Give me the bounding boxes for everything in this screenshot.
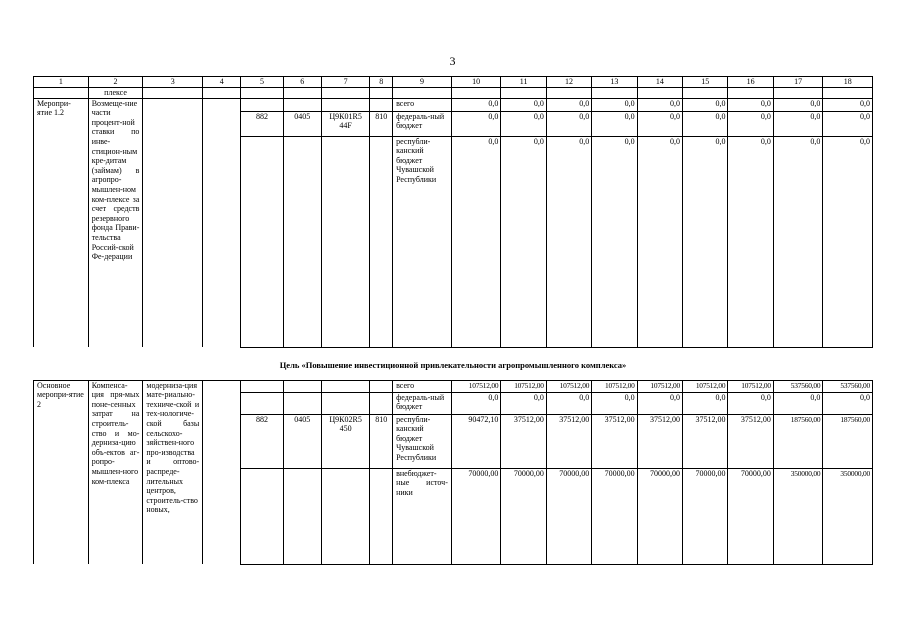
rz-code (283, 380, 321, 392)
amount-cell: 0,0 (728, 111, 773, 136)
amount-cell: 107512,00 (451, 380, 501, 392)
budget-table (33, 76, 873, 565)
rz-code (283, 392, 321, 414)
csr-code (321, 392, 370, 414)
amount-cell: 90472,10 (451, 414, 501, 468)
om2-description-2: модерниза-ция мате-риально-техниче-ской и тех-нологиче-ской базы сельскохо-зяйствен-ного про-изводства и оптово-распреде-лительных центров, строитель-ство новых, (143, 380, 203, 564)
amount-cell: 0,0 (451, 98, 501, 111)
amount-cell: 37512,00 (637, 414, 682, 468)
amount-cell: 0,0 (637, 98, 682, 111)
amount-cell: 70000,00 (501, 468, 546, 564)
amount-cell: 37512,00 (501, 414, 546, 468)
header-cell: 9 (393, 77, 452, 88)
continuation-row (34, 88, 873, 99)
amount-cell: 0,0 (451, 392, 501, 414)
rz-code: 0405 (283, 111, 321, 136)
om2-col4 (203, 380, 241, 564)
header-cell: 6 (283, 77, 321, 88)
rz-code (283, 468, 321, 564)
funding-source: федераль-ный бюджет (393, 392, 452, 414)
amount-cell: 107512,00 (683, 380, 728, 392)
amount-cell: 70000,00 (451, 468, 501, 564)
continuation-text: плексе (88, 88, 143, 99)
amount-cell: 0,0 (728, 392, 773, 414)
vr-code: 810 (370, 111, 393, 136)
header-cell: 11 (501, 77, 546, 88)
grbs-code (241, 392, 283, 414)
rz-code (283, 98, 321, 111)
amount-cell: 0,0 (501, 136, 546, 347)
goal-row (34, 352, 873, 381)
vr-code (370, 380, 393, 392)
goal-title: Цель «Повышение инвестиционной привлекательности агропромышленного комплекса» (279, 359, 627, 370)
header-cell: 8 (370, 77, 393, 88)
grbs-code: 882 (241, 414, 283, 468)
page-number: 3 (449, 54, 456, 68)
amount-cell: 70000,00 (728, 468, 773, 564)
amount-cell: 107512,00 (501, 380, 546, 392)
amount-cell: 0,0 (683, 392, 728, 414)
amount-cell: 0,0 (823, 392, 873, 414)
funding-source: республи-канский бюджет Чувашской Республики (393, 414, 452, 468)
vr-code (370, 392, 393, 414)
amount-cell: 70000,00 (546, 468, 591, 564)
header-cell: 15 (683, 77, 728, 88)
funding-source: федераль-ный бюджет (393, 111, 452, 136)
header-cell: 3 (143, 77, 203, 88)
amount-cell: 350000,00 (823, 468, 873, 564)
amount-cell: 37512,00 (683, 414, 728, 468)
header-cell: 7 (321, 77, 370, 88)
amount-cell: 0,0 (823, 136, 873, 347)
amount-cell: 37512,00 (546, 414, 591, 468)
funding-source: всего (393, 380, 452, 392)
amount-cell: 0,0 (501, 111, 546, 136)
amount-cell: 0,0 (683, 98, 728, 111)
funding-source: всего (393, 98, 452, 111)
amount-cell: 187560,00 (823, 414, 873, 468)
header-cell: 17 (773, 77, 823, 88)
vr-code (370, 136, 393, 347)
rz-code (283, 136, 321, 347)
om2-name: Основное меропри-ятие 2 (34, 380, 89, 564)
amount-cell: 70000,00 (683, 468, 728, 564)
header-cell: 18 (823, 77, 873, 88)
csr-code (321, 136, 370, 347)
amount-cell: 0,0 (592, 98, 637, 111)
grbs-code (241, 468, 283, 564)
amount-cell: 0,0 (592, 111, 637, 136)
amount-cell: 537560,00 (773, 380, 823, 392)
csr-code (321, 380, 370, 392)
header-cell: 4 (203, 77, 241, 88)
amount-cell: 0,0 (637, 136, 682, 347)
om2-description: Компенса-ция пря-мых поне-сенных затрат на строитель-ство и мо-дерниза-цию объ-ектов аг-ропро-мышлен-ного ком-плекса (88, 380, 143, 564)
amount-cell: 0,0 (501, 98, 546, 111)
amount-cell: 0,0 (451, 111, 501, 136)
header-row (34, 77, 873, 88)
vr-code (370, 98, 393, 111)
header-cell: 1 (34, 77, 89, 88)
csr-code: Ц9К02R5 450 (321, 414, 370, 468)
amount-cell: 0,0 (546, 136, 591, 347)
amount-cell: 350000,00 (773, 468, 823, 564)
m12-col4 (203, 98, 241, 347)
amount-cell: 0,0 (683, 111, 728, 136)
header-cell: 14 (637, 77, 682, 88)
amount-cell: 0,0 (546, 98, 591, 111)
vr-code: 810 (370, 414, 393, 468)
amount-cell: 0,0 (773, 136, 823, 347)
amount-cell: 70000,00 (637, 468, 682, 564)
grbs-code (241, 98, 283, 111)
m12-description: Возмеще-ние части процент-ной ставки по инве-стицион-ным кре-дитам (займам) в агропро-мышлен-ном ком-плексе за счет средств резервного фонда Прави-тельства Россий-ской Фе-дерации (88, 98, 143, 347)
amount-cell: 0,0 (823, 111, 873, 136)
amount-cell: 0,0 (637, 111, 682, 136)
header-cell: 10 (451, 77, 501, 88)
amount-cell: 0,0 (637, 392, 682, 414)
funding-source: внебюджет-ные источ-ники (393, 468, 452, 564)
amount-cell: 0,0 (773, 392, 823, 414)
m12-row (34, 98, 873, 111)
amount-cell: 0,0 (501, 392, 546, 414)
grbs-code (241, 136, 283, 347)
amount-cell: 0,0 (728, 98, 773, 111)
rz-code: 0405 (283, 414, 321, 468)
amount-cell: 0,0 (683, 136, 728, 347)
header-cell: 16 (728, 77, 773, 88)
header-cell: 5 (241, 77, 283, 88)
amount-cell: 107512,00 (546, 380, 591, 392)
csr-code (321, 98, 370, 111)
amount-cell: 0,0 (823, 98, 873, 111)
m12-description-2 (143, 98, 203, 347)
amount-cell: 537560,00 (823, 380, 873, 392)
funding-source: республи-канский бюджет Чувашской Республики (393, 136, 452, 347)
m12-name: Меропри-ятие 1.2 (34, 98, 89, 347)
vr-code (370, 468, 393, 564)
amount-cell: 0,0 (546, 392, 591, 414)
header-cell: 12 (546, 77, 591, 88)
amount-cell: 187560,00 (773, 414, 823, 468)
csr-code (321, 468, 370, 564)
amount-cell: 37512,00 (592, 414, 637, 468)
grbs-code (241, 380, 283, 392)
csr-code: Ц9К01R5 44F (321, 111, 370, 136)
amount-cell: 0,0 (773, 111, 823, 136)
amount-cell: 0,0 (546, 111, 591, 136)
amount-cell: 0,0 (592, 136, 637, 347)
grbs-code: 882 (241, 111, 283, 136)
amount-cell: 107512,00 (728, 380, 773, 392)
amount-cell: 0,0 (728, 136, 773, 347)
header-cell: 2 (88, 77, 143, 88)
amount-cell: 107512,00 (592, 380, 637, 392)
amount-cell: 70000,00 (592, 468, 637, 564)
amount-cell: 107512,00 (637, 380, 682, 392)
amount-cell: 0,0 (592, 392, 637, 414)
header-cell: 13 (592, 77, 637, 88)
amount-cell: 37512,00 (728, 414, 773, 468)
om2-row (34, 380, 873, 392)
amount-cell: 0,0 (773, 98, 823, 111)
amount-cell: 0,0 (451, 136, 501, 347)
